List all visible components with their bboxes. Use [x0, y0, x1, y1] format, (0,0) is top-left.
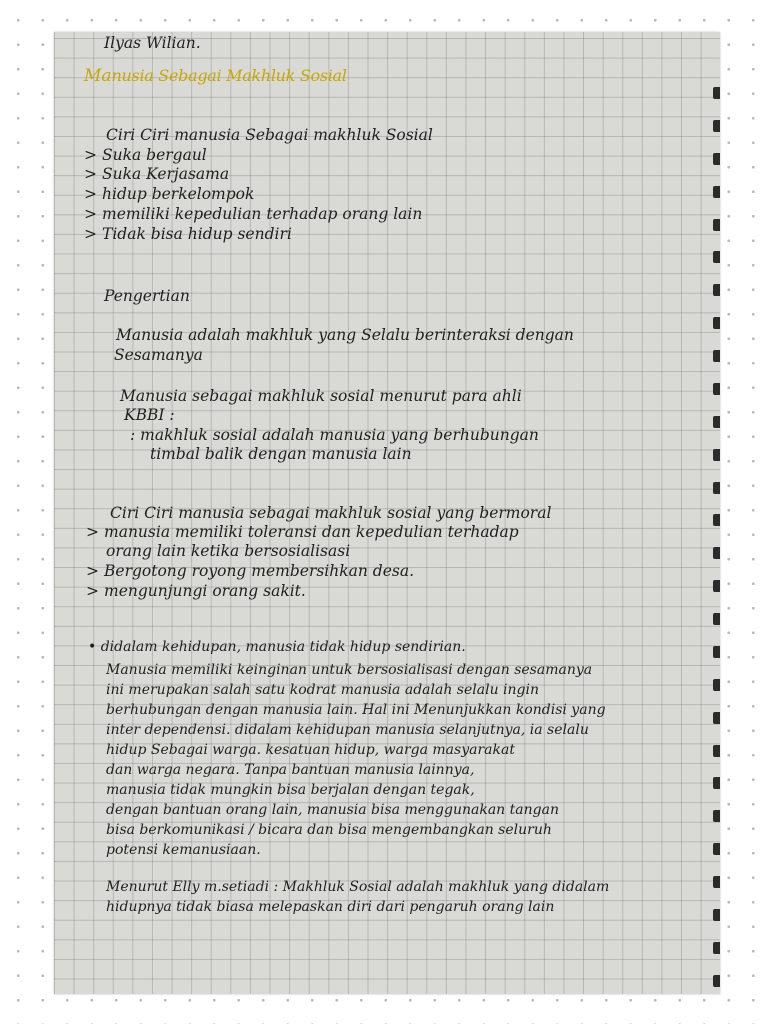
title-rest: nusia Sebagai Makhluk Sosial: [111, 66, 347, 85]
paragraph-line: dengan bantuan orang lain, manusia bisa menggunakan tangan: [106, 802, 559, 818]
marker: >: [84, 146, 97, 164]
binding-ring: [713, 416, 720, 428]
paragraph-line: berhubungan dengan manusia lain. Hal ini Menunjukkan kondisi yang: [106, 702, 606, 718]
section2-heading: Ciri Ciri manusia sebagai makhluk sosial yang bermoral: [110, 504, 552, 522]
binding-ring: [713, 514, 720, 526]
marker: >: [84, 205, 97, 223]
binding-ring: [713, 745, 720, 757]
ahli-heading: Manusia sebagai makhluk sosial menurut para ahli: [120, 387, 522, 405]
menurut-line2: hidupnya tidak biasa melepaskan diri dari pengaruh orang lain: [106, 899, 555, 915]
binding-ring: [713, 153, 720, 165]
binding-ring: [713, 350, 720, 362]
list-item-text: Suka Kerjasama: [102, 165, 230, 183]
binding-ring: [713, 975, 720, 987]
binding-ring: [713, 449, 720, 461]
paragraph-line: dan warga negara. Tanpa bantuan manusia lainnya,: [106, 762, 475, 778]
kbbi-definition-line1: : makhluk sosial adalah manusia yang berhubungan: [130, 426, 539, 444]
binding-ring: [713, 777, 720, 789]
section1-heading: Ciri Ciri manusia Sebagai makhluk Sosial: [106, 126, 433, 144]
spiral-binding: [710, 87, 720, 987]
binding-ring: [713, 251, 720, 263]
binding-ring: [713, 876, 720, 888]
binding-ring: [713, 712, 720, 724]
title-prefix: Ma: [84, 66, 112, 86]
marker: >: [84, 185, 97, 203]
binding-ring: [713, 383, 720, 395]
list-item: [84, 225, 292, 245]
marker: >: [86, 523, 99, 541]
binding-ring: [713, 909, 720, 921]
list-item-continuation: orang lain ketika bersosialisasi: [106, 542, 351, 560]
paragraph-line: hidup Sebagai warga. kesatuan hidup, warga masyarakat: [106, 742, 515, 758]
binding-ring: [713, 942, 720, 954]
list-item-text: manusia memiliki toleransi dan kepedulian terhadap: [104, 523, 519, 541]
binding-ring: [713, 580, 720, 592]
binding-ring: [713, 284, 720, 296]
list-item: [84, 185, 254, 205]
binding-ring: [713, 843, 720, 855]
paragraph-line: potensi kemanusiaan.: [106, 842, 261, 858]
paragraph-line: manusia tidak mungkin bisa berjalan dengan tegak,: [106, 782, 475, 798]
binding-ring: [713, 186, 720, 198]
list-item-text: memiliki kepedulian terhadap orang lain: [102, 205, 423, 223]
binding-ring: [713, 646, 720, 658]
menurut-line1: Menurut Elly m.setiadi : Makhluk Sosial adalah makhluk yang didalam: [106, 879, 610, 895]
list-item-text: Tidak bisa hidup sendiri: [102, 225, 292, 243]
list-item-text: mengunjungi orang sakit.: [104, 582, 306, 600]
binding-ring: [713, 810, 720, 822]
marker: >: [84, 225, 97, 243]
pengertian-line2: Sesamanya: [114, 346, 203, 364]
kbbi-definition-line2: timbal balik dengan manusia lain: [150, 445, 412, 463]
binding-ring: [713, 120, 720, 132]
marker: >: [86, 582, 99, 600]
pengertian-heading: Pengertian: [104, 287, 190, 305]
list-item: [86, 582, 306, 602]
list-item-text: Suka bergaul: [102, 146, 207, 164]
kbbi-label: KBBI :: [124, 406, 175, 424]
paragraph-line: bisa berkomunikasi / bicara dan bisa mengembangkan seluruh: [106, 822, 552, 838]
binding-ring: [713, 482, 720, 494]
marker: >: [84, 165, 97, 183]
binding-ring: [713, 87, 720, 99]
binding-ring: [713, 547, 720, 559]
paragraph-line: Manusia memiliki keinginan untuk bersosialisasi dengan sesamanya: [106, 662, 593, 678]
notebook-page: [54, 32, 720, 994]
binding-ring: [713, 317, 720, 329]
binding-ring: [713, 219, 720, 231]
pengertian-line1: Manusia adalah makhluk yang Selalu berinteraksi dengan: [116, 326, 574, 344]
page-title: [84, 66, 347, 87]
paragraph-line: inter dependensi. didalam kehidupan manusia selanjutnya, ia selalu: [106, 722, 589, 738]
paragraph-bullet: • didalam kehidupan, manusia tidak hidup sendirian.: [88, 639, 466, 655]
paragraph-line: ini merupakan salah satu kodrat manusia adalah selalu ingin: [106, 682, 539, 698]
author-name: Ilyas Wilian.: [104, 34, 201, 52]
binding-ring: [713, 613, 720, 625]
list-item-text: Bergotong royong membersihkan desa.: [104, 562, 415, 580]
list-item: [86, 523, 519, 543]
list-item: [84, 165, 229, 185]
list-item: [84, 205, 422, 225]
marker: >: [86, 562, 99, 580]
list-item: [86, 562, 414, 582]
binding-ring: [713, 679, 720, 691]
list-item-text: hidup berkelompok: [102, 185, 255, 203]
list-item: [84, 146, 207, 166]
